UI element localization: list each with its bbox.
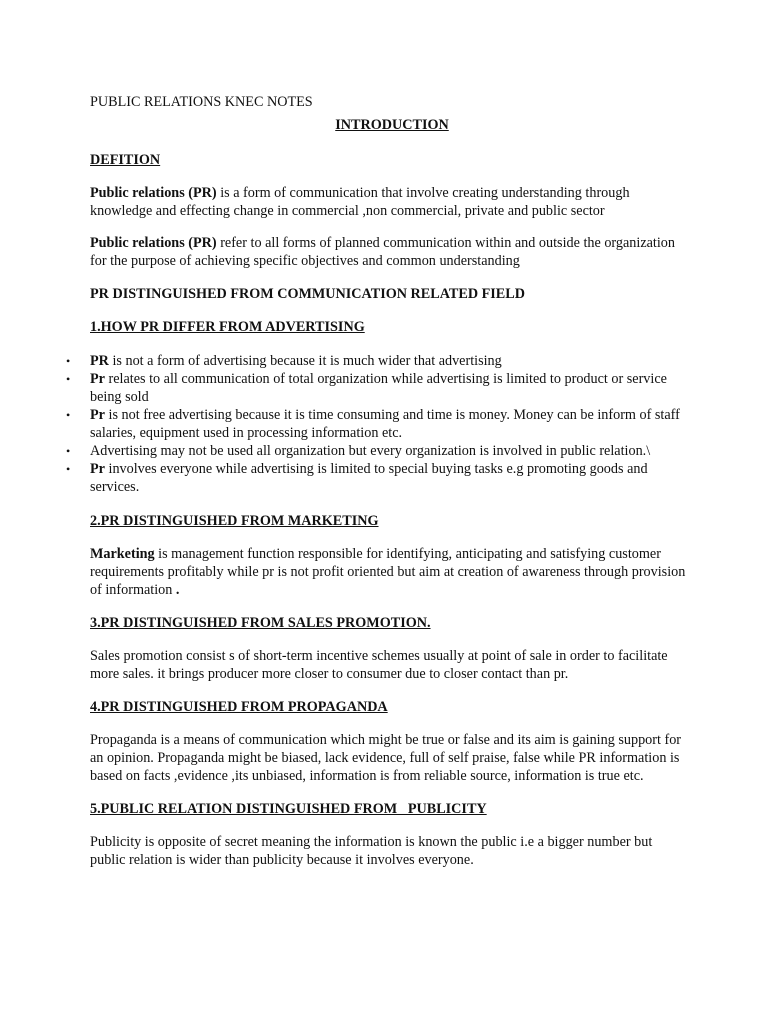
- pr-distinguished-heading: PR DISTINGUISHED FROM COMMUNICATION RELATED FIELD: [90, 286, 525, 302]
- list-item: [66, 442, 690, 460]
- definition-text-2: refer to all forms of planned communication within and outside the organization for the purpose of achieving specific objectives and common understanding: [90, 235, 675, 269]
- bullet-icon: •: [66, 462, 71, 476]
- marketing-paragraph: [90, 545, 690, 599]
- propaganda-paragraph: Propaganda is a means of communication which might be true or false and its aim is gaining support for an opinion. Propaganda might be biased, lack evidence, full of self praise, false while PR information is based on facts ,evidence ,its unbiased, information is from reliable source, information is true etc.: [90, 732, 682, 784]
- definition-term-1: Public relations (PR): [90, 185, 217, 201]
- propaganda-heading: 4.PR DISTINGUISHED FROM PROPAGANDA: [90, 699, 388, 715]
- definition-text-1: is a form of communication that involve creating understanding through knowledge and effecting change in commercial ,non commercial, private and public sector: [90, 185, 630, 219]
- sales-promotion-heading: 3.PR DISTINGUISHED FROM SALES PROMOTION.: [90, 615, 431, 631]
- bullet-bold-term: Pr: [90, 461, 105, 477]
- definition-paragraph-2: [90, 234, 690, 270]
- publicity-paragraph: Publicity is opposite of secret meaning the information is known the public i.e a bigger number but public relation is wider than publicity because it involves everyone.: [90, 834, 653, 868]
- definition-paragraph-1: [90, 184, 690, 220]
- advertising-bullet-list: [66, 352, 690, 496]
- bullet-bold-term: Pr: [90, 371, 105, 387]
- bullet-text: is not free advertising because it is time consuming and time is money. Money can be inform of staff salaries, equipment used in processing information etc.: [90, 407, 680, 441]
- bullet-icon: •: [66, 408, 71, 422]
- bullet-bold-term: Pr: [90, 407, 105, 423]
- bullet-text: Advertising may not be used all organization but every organization is involved in public relation.\: [90, 443, 651, 459]
- bullet-icon: •: [66, 354, 71, 368]
- marketing-trailing: .: [175, 582, 180, 598]
- introduction-heading: INTRODUCTION: [335, 117, 449, 133]
- list-item: [66, 370, 690, 406]
- definition-heading: DEFITION: [90, 152, 161, 168]
- bullet-bold-term: PR: [90, 353, 109, 369]
- list-item: [66, 460, 690, 496]
- marketing-heading: 2.PR DISTINGUISHED FROM MARKETING: [90, 513, 379, 529]
- sales-promotion-paragraph: Sales promotion consist s of short-term incentive schemes usually at point of sale in order to facilitate more sales. it brings producer more closer to consumer due to closer contact than pr.: [90, 648, 668, 682]
- list-item: [66, 406, 690, 442]
- bullet-text: is not a form of advertising because it is much wider that advertising: [108, 353, 502, 369]
- advertising-heading: 1.HOW PR DIFFER FROM ADVERTISING: [90, 319, 365, 335]
- bullet-icon: •: [66, 372, 71, 386]
- document-title: PUBLIC RELATIONS KNEC NOTES: [90, 94, 313, 110]
- bullet-icon: •: [66, 444, 71, 458]
- bullet-text: involves everyone while advertising is limited to special buying tasks e.g promoting goods and services.: [90, 461, 648, 495]
- marketing-text: is management function responsible for identifying, anticipating and satisfying customer requirements profitably while pr is not profit oriented but aim at creation of awareness through provision of information: [90, 546, 686, 598]
- publicity-heading: 5.PUBLIC RELATION DISTINGUISHED FROM PUBLICITY: [90, 801, 487, 817]
- bullet-text: relates to all communication of total organization while advertising is limited to product or service being sold: [90, 371, 667, 405]
- list-item: [66, 352, 690, 370]
- definition-term-2: Public relations (PR): [90, 235, 217, 251]
- marketing-term: Marketing: [90, 546, 155, 562]
- document-body: [66, 93, 690, 869]
